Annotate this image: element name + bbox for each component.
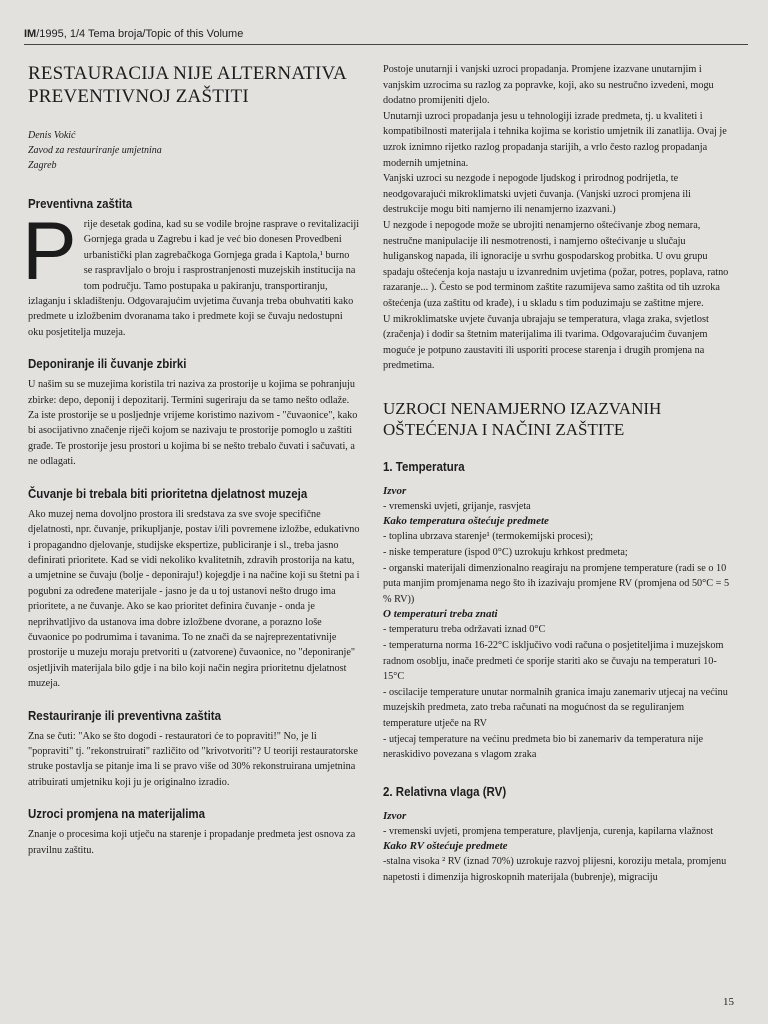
section-heading-causes: Uzroci promjena na materijalima [28, 807, 206, 822]
author-city: Zagreb [28, 160, 57, 171]
title-line-1: RESTAURACIJA NIJE ALTERNATIVA [28, 63, 347, 84]
temperature-damage-label: Kako temperatura oštećuje predmete [383, 515, 549, 528]
section-heading-deposit: Deponiranje ili čuvanje zbirki [28, 357, 187, 372]
temperature-heading: 1. Temperatura [383, 459, 465, 474]
left-column [22, 62, 362, 875]
intro-paragraph-block [22, 206, 362, 340]
humidity-heading: 2. Relativna vlaga (RV) [383, 784, 507, 799]
author-block [28, 128, 362, 173]
header-rule [24, 44, 748, 45]
temperature-know-label: O temperaturi treba znati [383, 608, 498, 621]
temperature-damage-1: - toplina ubrzava starenje¹ (termokemijski procesi); [383, 530, 594, 543]
section-heading-restoration: Restauriranje ili preventivna zaštita [28, 708, 222, 723]
section-heading-preventive: Preventivna zaštita [28, 197, 133, 211]
temperature-know-4: - utjecaj temperature na većinu predmeta bio bi zanemariv da temperatura nije neraskidivo povezana s vlagom zraka [383, 732, 704, 761]
page-number: 15 [723, 996, 734, 1008]
deposit-paragraph: U našim su se muzejima koristila tri naziva za prostorije u kojima se pohranjuju zbirke: depo, deponij i depozitarij. Termini sugeriraju da se tamo nešto odlaže. Za iste prostorije se u posljednje vrijeme koristimo nazivom - "čuvaonice", kako bi asocijativno značenje riječi kojom se nazivaju te prostorije pomoglo u zaštiti građe. Te prostorije jesu prostori u kojima bi se nešto trebalo čuvati i sačuvati, a ne odlagati. [28, 378, 358, 468]
humidity-source: - vremenski uvjeti, promjena temperature, plavljenja, curenja, kapilarna vlažnost [383, 824, 714, 837]
article-title [28, 62, 362, 108]
right-paragraph-2: Unutarnji uzroci propadanja jesu u tehnologiji izrade predmeta, tj. u kvaliteti i kompatibilnosti materijala i tehnika kojima se koristio umjetnik ili zanatlija. Ovaj je uzrok iznimno rijetko razlog propadanja starijih, a vrlo često razlog propadanja modernih umjetnina. [383, 109, 727, 169]
humidity-damage-1: -stalna visoka ² RV (iznad 70%) uzrokuje razvoj plijesni, koroziju metala, promjenu napetosti i dimenzija higroskopnih materijala (bubrenje), migraciju [383, 855, 727, 883]
temperature-know-3: - oscilacije temperature unutar normalnih granica imaju zanemariv utjecaj na većinu muzejskih predmeta, zato treba računati na mogućnost da se reguliranjem temperature utječe na RV [383, 685, 728, 729]
right-paragraph-4: U nezgode i nepogode može se ubrojiti nenamjerno oštećivanje zbog nemara, nestručne manipulacije ili nesmotrenosti, i namjerno oštećivanje u slučaju huliganskog napada, ili ignoracije u svrhu gospodarskog probitka. U ovu grupu spadaju oštećenja koja nastaju u izvanrednim uvjetima (požar, potres, poplava, ratno razaranje... ). Često se pod terminom zaštite razumijeva samo zaštita od tih uzroka oštećenja (uza zaštitu od krađe), i u skladu s tim poduzimaju se zaštitne mjere. [383, 218, 729, 309]
humidity-source-label: Izvor [383, 809, 407, 822]
section-heading-priority: Čuvanje bi trebala biti prioritetna djelatnost muzeja [28, 486, 308, 501]
causes-title-line-1: UZROCI NENAMJERNO IZAZVANIH [383, 398, 662, 418]
temperature-source-label: Izvor [383, 484, 407, 497]
right-column [383, 62, 733, 886]
author-name: Denis Vokić [28, 130, 76, 141]
temperature-damage-2: - niske temperature (ispod 0°C) uzrokuju krhkost predmeta; [383, 546, 628, 559]
journal-abbrev: IM [24, 28, 37, 40]
intro-paragraph: rije desetak godina, kad su se vodile brojne rasprave o revitalizaciji Gornjega grada u Zagrebu i kad je već bio donesen Provedbeni urbanistički plan zagrebačkoga Gornjega grada i Kaptola,¹ burno se raspravljalo o broju i rasprostranjenosti muzejskih institucija na tom području. Tamo postupaka u pakiranju, transportiranju, izlaganju i skladištenju. Odgovarajućim uvjetima čuvanja treba obuhvatiti kako predmete u izložbenim dvoranama tako i predmete koji se čuvaju nedostupni oku posjetitelja muzeja. [28, 218, 360, 338]
humidity-damage-label: Kako RV oštećuje predmete [383, 840, 508, 853]
title-line-2: PREVENTIVNOJ ZAŠTITI [28, 86, 249, 107]
right-paragraph-3: Vanjski uzroci su nezgode i nepogode ljudskog i prirodnog podrijetla, te neodgovarajući mikroklimatski uvjeti čuvanja. (Vanjski uzroci promjena ili destrukcije mogu biti namjerno ili nenamjerno izazvani.) [383, 172, 691, 216]
causes-section-title [383, 398, 733, 440]
issue-info: /1995, 1/4 Tema broja/Topic of this Volume [36, 28, 244, 40]
causes-title-line-2: OŠTEĆENJA I NAČINI ZAŠTITE [383, 419, 625, 439]
drop-cap: P [22, 206, 77, 297]
temperature-know-2: - temperaturna norma 16-22°C isključivo vodi računa o posjetiteljima i muzejskom radnom osoblju, inače predmeti će sporije stariti ako se čuvaju na temperaturi 10-15°C [383, 639, 724, 683]
right-paragraph-1: Postoje unutarnji i vanjski uzroci propadanja. Promjene izazvane unutarnjim i vanjskim uzrocima su razlog za popravke, koji, ako su nestručno izvedeni, mogu dodatno promijeniti djelo. [383, 63, 714, 107]
temperature-know-1: - temperaturu treba održavati iznad 0°C [383, 623, 546, 636]
causes-paragraph: Znanje o procesima koji utječu na starenje i propadanje predmeta jest osnova za pravilnu zaštitu. [28, 828, 356, 856]
right-paragraph-5: U mikroklimatske uvjete čuvanja ubrajaju se temperatura, vlaga zraka, svjetlost (zračenja) i dodir sa štetnim materijalima ili tvarima. Odgovarajućim čuvanjem moguće je potpuno zaustaviti ili usporiti procese starenja i drugih promjena na predmetima. [383, 312, 709, 372]
temperature-source: - vremenski uvjeti, grijanje, rasvjeta [383, 499, 531, 512]
temperature-damage-3: - organski materijali dimenzionalno reagiraju na promjene temperature (radi se o 10 puta manjim promjenama nego što ih izazivaju promjene RV (promjena od 50°C = 5 % RV)) [383, 561, 730, 605]
restoration-paragraph: Zna se čuti: "Ako se što dogodi - restauratori će to popraviti!" No, je li "popraviti" tj. "rekonstruirati" različito od "krivotvoriti"? U teoriji restauratorske struke postavlja se pitanje ima li se pravo više od 30% rekonstruirana umjetnina atribuirati umjetniku koji ju je originalno izradio. [28, 729, 358, 788]
author-institution: Zavod za restauriranje umjetnina [28, 145, 162, 156]
priority-paragraph: Ako muzej nema dovoljno prostora ili sredstava za sve svoje specifične djelatnosti, npr. čuvanje, prikupljanje, postav i/ili povremene izložbe, edukativno i propagandno djelovanje, studijske ekspertize, publiciranje i sl., treba jasno definirati prioritete. Kad se vidi nekoliko kvalitetnih, zdravih prostorija na katu, a umjetnine se čuvaju (bolje - deponiraju!) kojegdje i na načine koji su štetni pa i pogubni za određene materijale - jasno je da u toj ustanovi nešto drugo ima prioritete, a ne čuvanje. Ako se kao prioritet definira čuvanje - onda je neprihvatljivo da ustanova ima dobre izložbene dvorane, a porazno loše čuvaonice po podrumima i tavanima. To ne znači da se najreprezentativnije prostorije u muzeju moraju pretvoriti u (zatvorene) čuvaonice, no "deponiranje" osjetljivih materijala bilo gdje i na bilo koji način negira prioritetnu djelatnost muzeja. [28, 507, 360, 690]
running-header [24, 28, 748, 40]
